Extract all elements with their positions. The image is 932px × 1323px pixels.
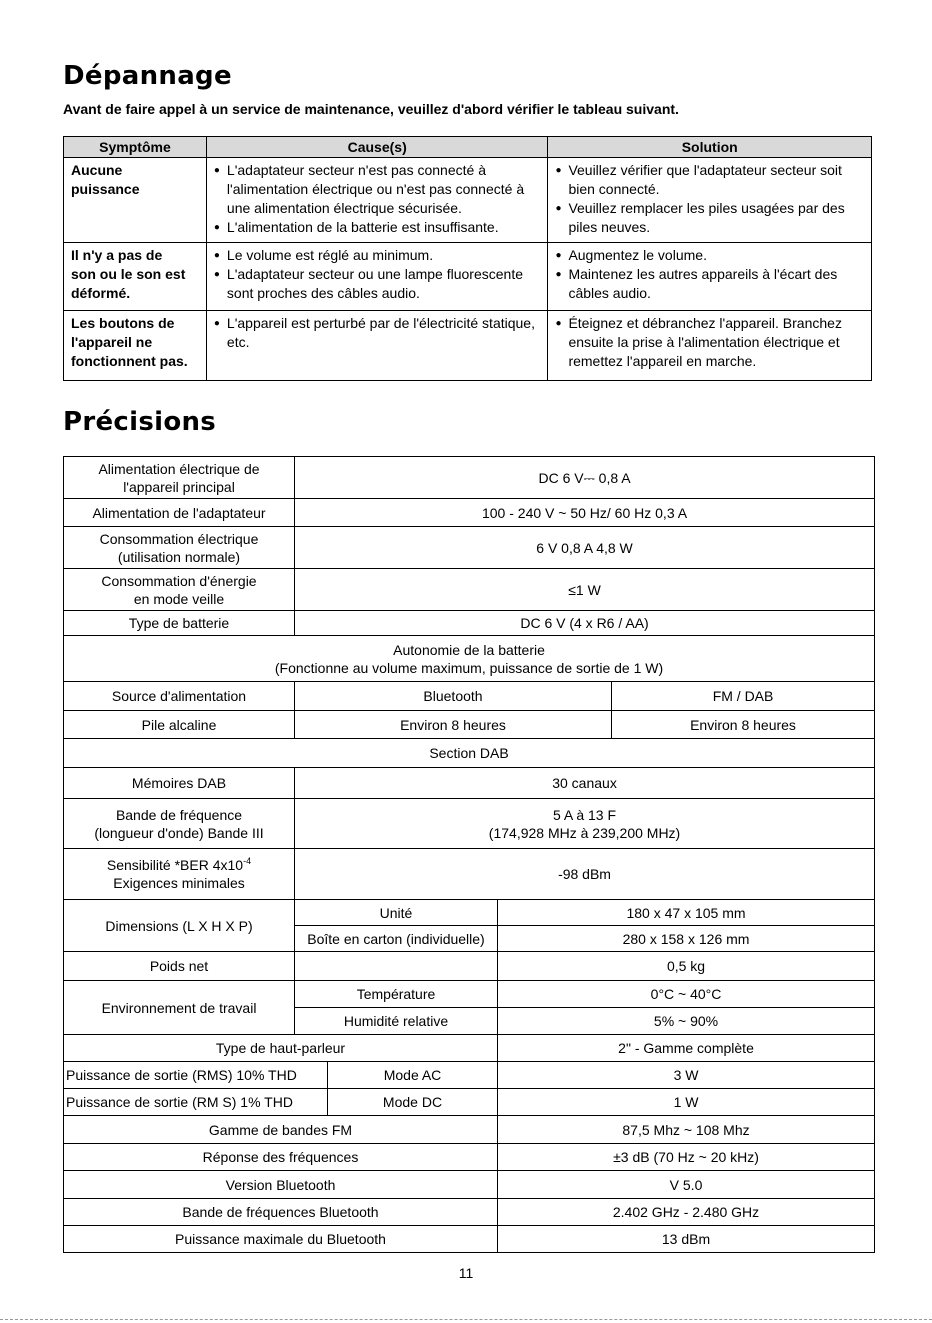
spec-label: Version Bluetooth bbox=[64, 1171, 498, 1199]
symptom-cell bbox=[64, 158, 207, 243]
table-row bbox=[64, 1226, 875, 1253]
spec-sublabel: Mode AC bbox=[328, 1062, 498, 1089]
spec-value: 280 x 158 x 126 mm bbox=[498, 926, 875, 952]
troubleshooting-intro: Avant de faire appel à un service de maintenance, veuillez d'abord vérifier le tableau suivant. bbox=[63, 101, 679, 117]
spec-label: Type de batterie bbox=[64, 611, 295, 636]
cause-cell bbox=[206, 311, 548, 381]
solution-item: ● Maintenez les autres appareils à l'écart des câbles audio. bbox=[555, 265, 867, 303]
spec-value: ±3 dB (70 Hz ~ 20 kHz) bbox=[498, 1144, 875, 1171]
spec-label: Type de haut-parleur bbox=[64, 1035, 498, 1062]
autonomy-line: Autonomie de la batterie bbox=[393, 641, 545, 658]
spec-value: V 5.0 bbox=[498, 1171, 875, 1199]
solution-cell bbox=[548, 311, 872, 381]
table-row bbox=[64, 1199, 875, 1226]
table-row bbox=[64, 243, 872, 311]
sensitivity-exponent: -4 bbox=[243, 856, 252, 866]
spec-value: ≤1 W bbox=[295, 569, 875, 611]
spec-label: Source d'alimentation bbox=[64, 682, 295, 711]
symptom-cell bbox=[64, 243, 207, 311]
header-solution: Solution bbox=[548, 137, 872, 158]
spec-value: DC 6 V⎓ 0,8 A bbox=[295, 457, 875, 499]
spec-value: 87,5 Mhz ~ 108 Mhz bbox=[498, 1116, 875, 1144]
spec-label: Mémoires DAB bbox=[64, 768, 295, 799]
cause-cell bbox=[206, 243, 548, 311]
cause-item: ● Le volume est réglé au minimum. bbox=[214, 246, 544, 265]
page-bottom-rule bbox=[0, 1319, 932, 1320]
symptom-line: l'appareil ne bbox=[71, 334, 153, 350]
spec-label-line: (utilisation normale) bbox=[117, 548, 241, 565]
spec-sublabel: Unité bbox=[295, 900, 498, 926]
spec-label: Puissance maximale du Bluetooth bbox=[64, 1226, 498, 1253]
spec-value: 6 V 0,8 A 4,8 W bbox=[295, 527, 875, 569]
table-row bbox=[64, 799, 875, 849]
spec-value-line: 5 A à 13 F bbox=[552, 806, 617, 823]
spec-label-line: Bande de fréquence bbox=[115, 806, 243, 823]
spec-value: 100 - 240 V ~ 50 Hz/ 60 Hz 0,3 A bbox=[295, 499, 875, 527]
troubleshooting-table bbox=[63, 136, 872, 381]
table-row bbox=[64, 900, 875, 926]
symptom-line: déformé. bbox=[71, 285, 131, 301]
table-row bbox=[64, 1116, 875, 1144]
spec-value bbox=[295, 799, 875, 849]
spec-value: 180 x 47 x 105 mm bbox=[498, 900, 875, 926]
spec-value: Bluetooth bbox=[295, 682, 612, 711]
spec-label: Poids net bbox=[64, 952, 295, 981]
cause-item: ● L'alimentation de la batterie est insuffisante. bbox=[214, 218, 544, 237]
spec-label-line: Exigences minimales bbox=[113, 875, 245, 891]
troubleshooting-title: Dépannage bbox=[63, 61, 232, 91]
spec-label: Environnement de travail bbox=[64, 981, 295, 1035]
spec-sublabel: Humidité relative bbox=[295, 1008, 498, 1035]
spec-value: 0°C ~ 40°C bbox=[498, 981, 875, 1008]
spec-value: 3 W bbox=[498, 1062, 875, 1089]
spec-label: Réponse des fréquences bbox=[64, 1144, 498, 1171]
solution-cell bbox=[548, 243, 872, 311]
spec-label: Alimentation de l'adaptateur bbox=[64, 499, 295, 527]
spec-label-line bbox=[66, 856, 292, 874]
table-row bbox=[64, 849, 875, 900]
spec-value: 2.402 GHz - 2.480 GHz bbox=[498, 1199, 875, 1226]
table-row bbox=[64, 952, 875, 981]
cause-item: ● L'adaptateur secteur ou une lampe fluorescente sont proches des câbles audio. bbox=[214, 265, 544, 303]
autonomy-line: (Fonctionne au volume maximum, puissance de sortie de 1 W) bbox=[274, 659, 664, 676]
spec-label bbox=[64, 457, 295, 499]
symptom-line: Les boutons de bbox=[71, 315, 175, 331]
spec-value: DC 6 V (4 x R6 / AA) bbox=[295, 611, 875, 636]
spec-sublabel: Mode DC bbox=[328, 1089, 498, 1116]
spec-sublabel: Boîte en carton (individuelle) bbox=[295, 926, 498, 952]
table-row bbox=[64, 158, 872, 243]
header-causes: Cause(s) bbox=[206, 137, 548, 158]
cause-item: ● L'adaptateur secteur n'est pas connecté à l'alimentation électrique ou n'est pas connecté à une alimentation électrique sécurisée. bbox=[214, 161, 544, 218]
spec-value: 30 canaux bbox=[295, 768, 875, 799]
table-row bbox=[64, 569, 875, 611]
symptom-line: fonctionnent pas. bbox=[71, 353, 188, 369]
spec-value: 2" - Gamme complète bbox=[498, 1035, 875, 1062]
spec-label-line: (longueur d'onde) Bande III bbox=[94, 824, 264, 841]
solution-item: ● Éteignez et débranchez l'appareil. Branchez ensuite la prise à l'alimentation électrique et remettez l'appareil en marche. bbox=[555, 314, 867, 371]
table-row bbox=[64, 1062, 875, 1089]
spec-label: Gamme de bandes FM bbox=[64, 1116, 498, 1144]
table-row bbox=[64, 1035, 875, 1062]
table-row bbox=[64, 711, 875, 739]
sensitivity-text: Sensibilité *BER 4x10 bbox=[106, 857, 244, 873]
spec-value-line: (174,928 MHz à 239,200 MHz) bbox=[488, 824, 681, 841]
table-row bbox=[64, 739, 875, 768]
header-symptom: Symptôme bbox=[64, 137, 207, 158]
table-row bbox=[64, 1089, 875, 1116]
spec-label: Dimensions (L X H X P) bbox=[64, 900, 295, 952]
symptom-line: son ou le son est bbox=[71, 266, 186, 282]
dab-section-heading: Section DAB bbox=[64, 739, 875, 768]
spec-label bbox=[64, 527, 295, 569]
spec-value: 0,5 kg bbox=[498, 952, 875, 981]
symptom-line: puissance bbox=[71, 181, 140, 197]
symptom-line: Aucune bbox=[71, 162, 123, 178]
table-row bbox=[64, 981, 875, 1008]
specs-table bbox=[63, 456, 875, 1253]
spec-label: Pile alcaline bbox=[64, 711, 295, 739]
spec-value: 1 W bbox=[498, 1089, 875, 1116]
spec-value: 5% ~ 90% bbox=[498, 1008, 875, 1035]
spec-label-line: Alimentation électrique de bbox=[98, 460, 260, 477]
symptom-cell bbox=[64, 311, 207, 381]
table-row bbox=[64, 636, 875, 682]
spec-label-line: l'appareil principal bbox=[123, 478, 235, 495]
spec-value: Environ 8 heures bbox=[612, 711, 875, 739]
table-row bbox=[64, 1144, 875, 1171]
table-row bbox=[64, 499, 875, 527]
solution-cell bbox=[548, 158, 872, 243]
spec-value: 13 dBm bbox=[498, 1226, 875, 1253]
spec-label-line: Consommation d'énergie bbox=[101, 572, 257, 589]
page-number: 11 bbox=[458, 1265, 474, 1281]
spec-label bbox=[64, 569, 295, 611]
cause-cell bbox=[206, 158, 548, 243]
solution-item: ● Veuillez remplacer les piles usagées par des piles neuves. bbox=[555, 199, 867, 237]
specs-title: Précisions bbox=[63, 407, 217, 437]
symptom-line: Il n'y a pas de bbox=[71, 247, 163, 263]
table-row bbox=[64, 768, 875, 799]
spec-label-line: Consommation électrique bbox=[99, 530, 259, 547]
table-row bbox=[64, 311, 872, 381]
spec-sublabel: Température bbox=[295, 981, 498, 1008]
spec-value: Environ 8 heures bbox=[295, 711, 612, 739]
table-row bbox=[64, 611, 875, 636]
spec-label: Puissance de sortie (RM S) 1% THD bbox=[64, 1089, 328, 1116]
solution-item: ● Veuillez vérifier que l'adaptateur secteur soit bien connecté. bbox=[555, 161, 867, 199]
spec-label bbox=[64, 799, 295, 849]
table-row bbox=[64, 682, 875, 711]
table-row bbox=[64, 1171, 875, 1199]
empty-cell bbox=[295, 952, 498, 981]
spec-label: Puissance de sortie (RMS) 10% THD bbox=[64, 1062, 328, 1089]
spec-value: FM / DAB bbox=[612, 682, 875, 711]
cause-item: ● L'appareil est perturbé par de l'électricité statique, etc. bbox=[214, 314, 544, 352]
spec-label: Bande de fréquences Bluetooth bbox=[64, 1199, 498, 1226]
spec-label-line: en mode veille bbox=[133, 590, 225, 607]
spec-label bbox=[64, 849, 295, 900]
table-row bbox=[64, 457, 875, 499]
spec-value: -98 dBm bbox=[295, 849, 875, 900]
table-row bbox=[64, 527, 875, 569]
battery-autonomy-heading bbox=[64, 636, 875, 682]
solution-item: ● Augmentez le volume. bbox=[555, 246, 867, 265]
